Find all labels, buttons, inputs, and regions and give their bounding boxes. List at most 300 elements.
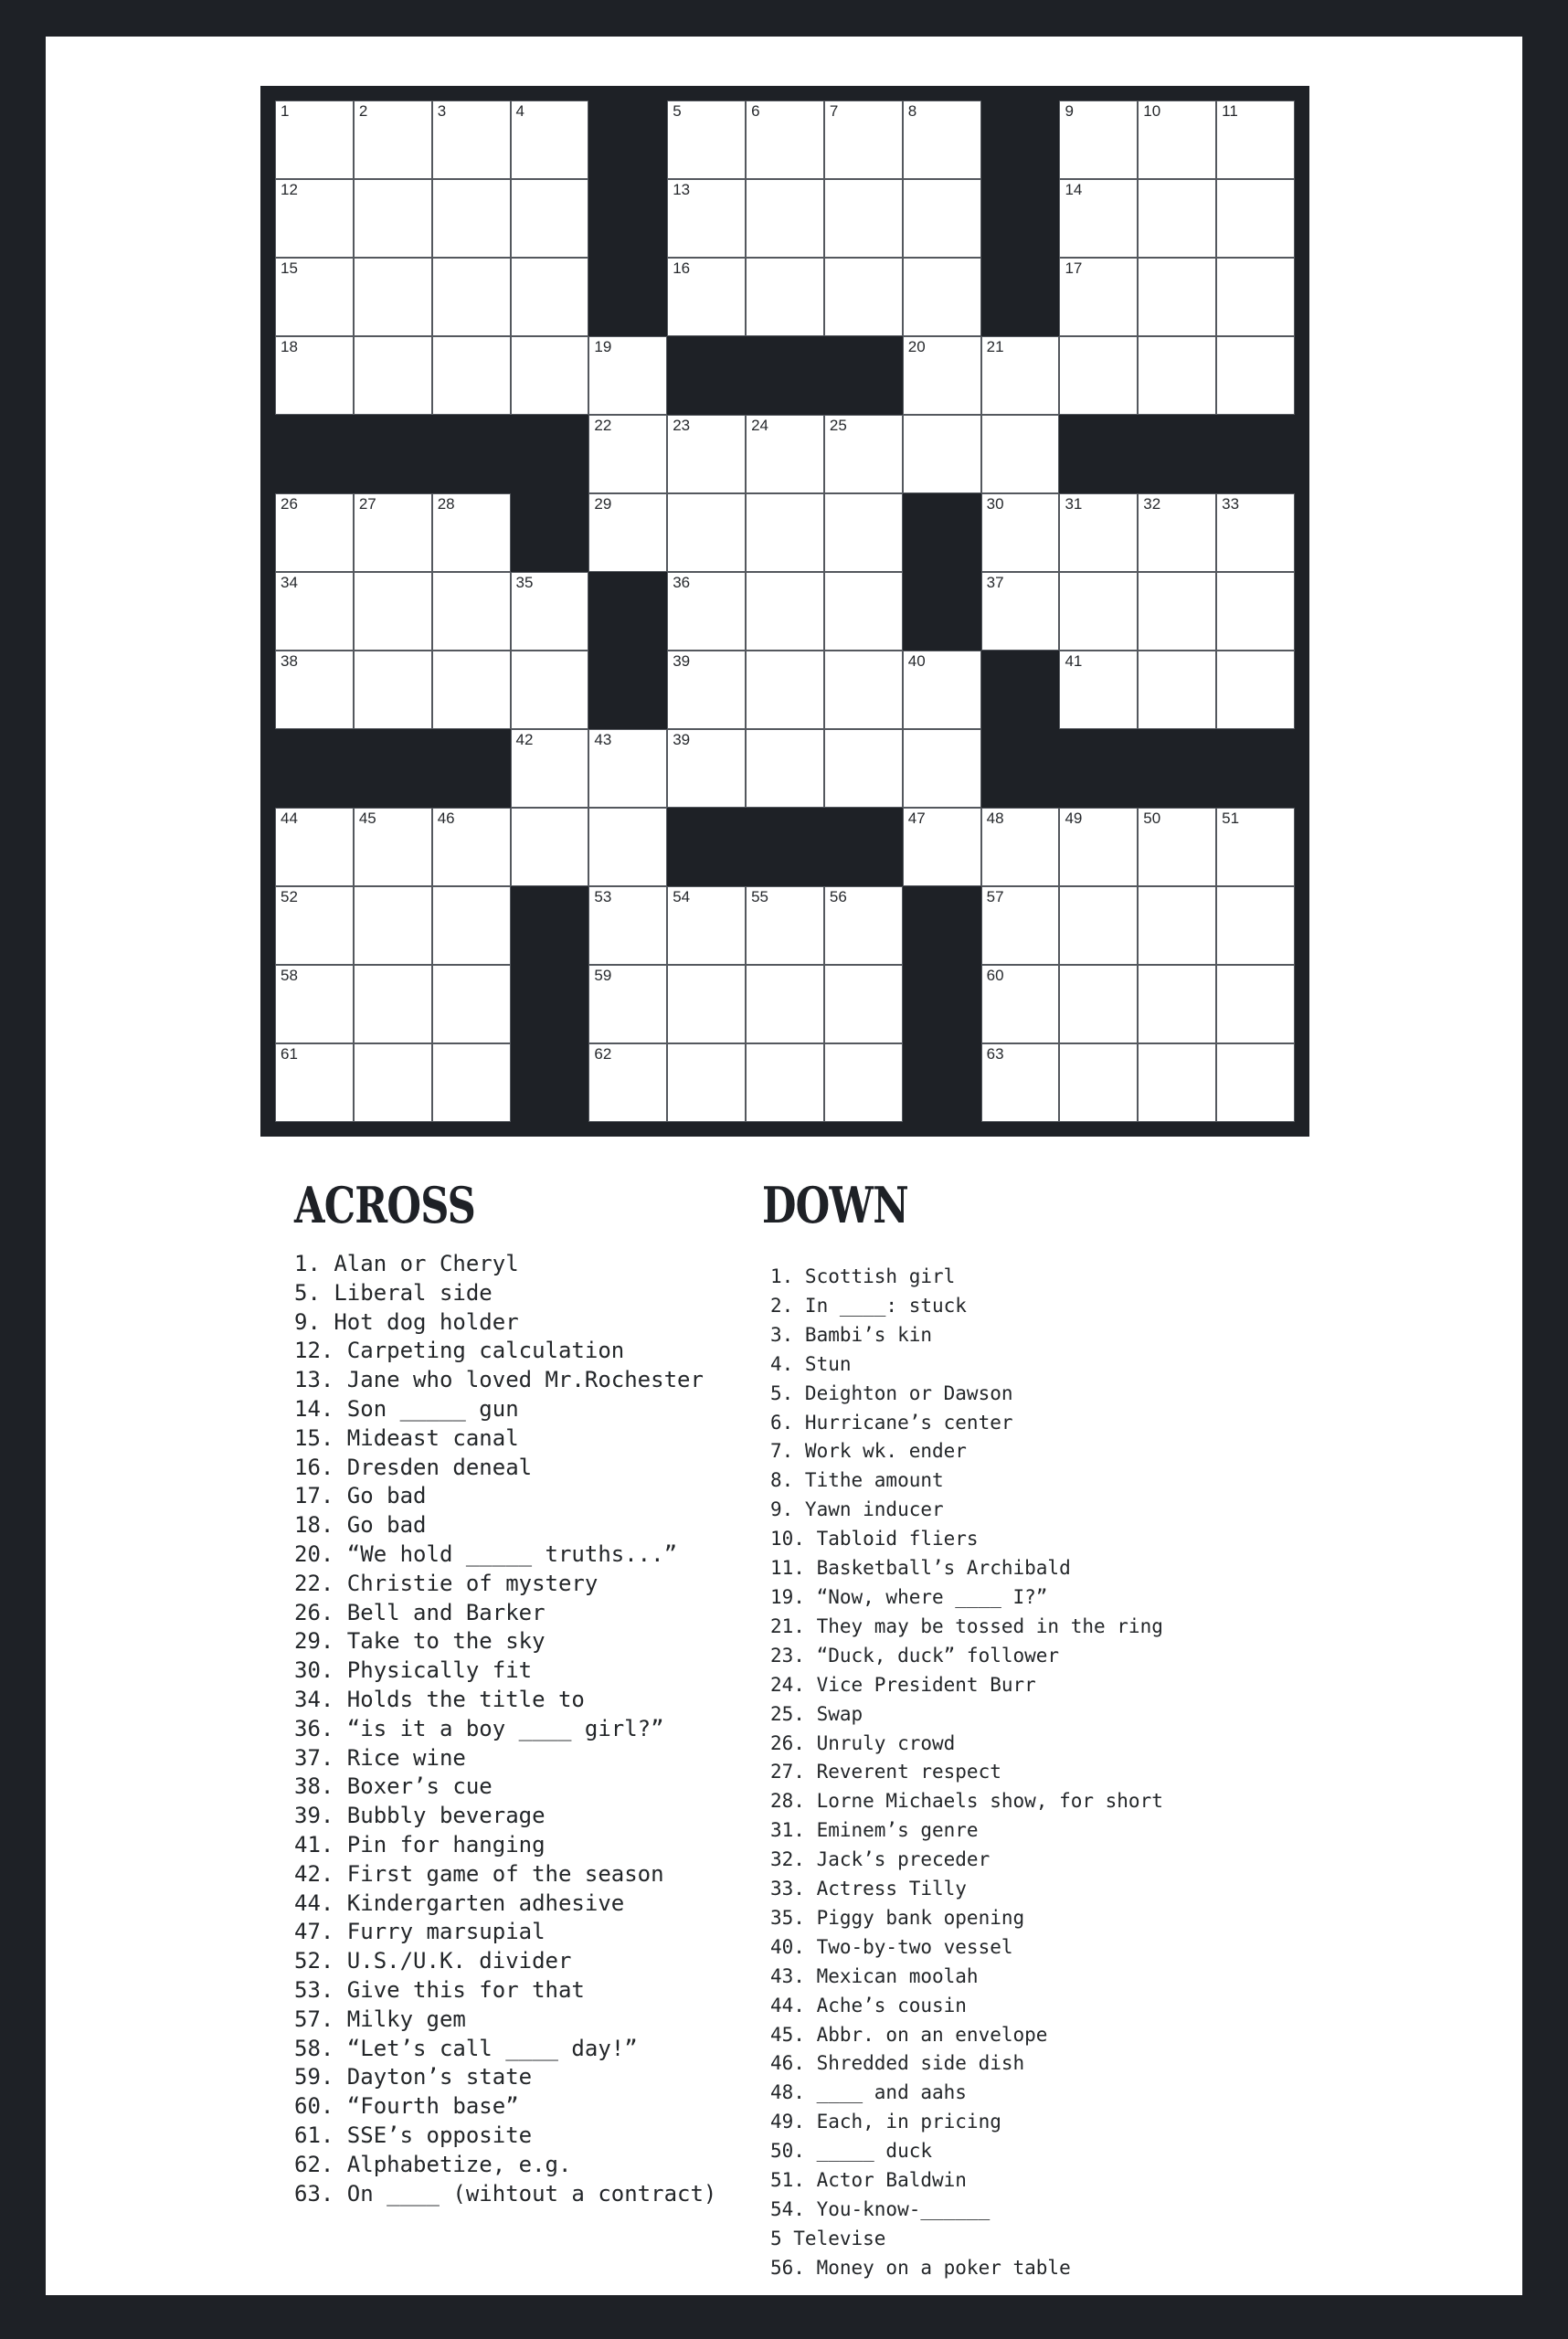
grid-cell[interactable] <box>432 258 511 336</box>
grid-cell[interactable] <box>1138 258 1216 336</box>
grid-cell[interactable] <box>746 1043 824 1122</box>
grid-cell[interactable] <box>1138 808 1216 886</box>
across-clue: 9. Hot dog holder <box>294 1308 519 1335</box>
black-cell <box>981 651 1060 729</box>
grid-cell[interactable] <box>432 965 511 1043</box>
grid-cell[interactable] <box>981 415 1060 493</box>
cell-number: 56 <box>829 888 847 905</box>
down-clue: 5. Deighton or Dawson <box>770 1381 1013 1404</box>
grid-cell[interactable] <box>746 179 824 258</box>
grid-cell[interactable] <box>588 965 667 1043</box>
across-clue: 38. Boxer’s cue <box>294 1773 493 1800</box>
down-clue: 25. Swap <box>770 1702 863 1725</box>
black-cell <box>981 101 1060 179</box>
across-clue: 57. Milky gem <box>294 2006 466 2032</box>
grid-cell[interactable] <box>354 1043 432 1122</box>
grid-cell[interactable] <box>903 808 981 886</box>
cell-number: 25 <box>829 417 847 434</box>
across-clue: 30. Physically fit <box>294 1657 533 1684</box>
cell-number: 20 <box>907 338 926 355</box>
grid-cell[interactable] <box>275 1043 354 1122</box>
grid-cell[interactable] <box>275 101 354 179</box>
cell-number: 61 <box>281 1045 298 1063</box>
grid-cell[interactable] <box>432 1043 511 1122</box>
cell-number: 59 <box>594 967 612 984</box>
grid-cell[interactable] <box>1216 651 1295 729</box>
grid-cell[interactable] <box>981 808 1060 886</box>
black-cell <box>511 493 589 572</box>
across-heading: ACROSS <box>294 1176 476 1234</box>
cell-number: 15 <box>281 259 298 277</box>
cell-number: 52 <box>281 888 298 905</box>
cell-number: 44 <box>281 810 298 827</box>
grid-cell[interactable] <box>354 651 432 729</box>
across-clue: 42. First game of the season <box>294 1860 664 1887</box>
cell-number: 9 <box>1065 102 1074 120</box>
down-clue: 31. Eminem’s genre <box>770 1819 979 1842</box>
black-cell <box>981 729 1060 808</box>
grid-cell[interactable] <box>432 179 511 258</box>
grid-cell[interactable] <box>1216 572 1295 651</box>
grid-cell[interactable] <box>275 651 354 729</box>
grid-cell[interactable] <box>1216 493 1295 572</box>
across-clue: 59. Dayton’s state <box>294 2064 533 2090</box>
down-clue: 43. Mexican moolah <box>770 1964 979 1987</box>
across-clue: 63. On ____ (wihtout a contract) <box>294 2180 717 2207</box>
grid-cell[interactable] <box>746 493 824 572</box>
cell-number: 34 <box>281 574 298 591</box>
grid-cell[interactable] <box>275 179 354 258</box>
grid-cell[interactable] <box>746 101 824 179</box>
cell-number: 37 <box>986 574 1004 591</box>
grid-cell[interactable] <box>1059 572 1138 651</box>
cell-number: 46 <box>437 810 455 827</box>
cell-number: 22 <box>594 417 612 434</box>
grid-cell[interactable] <box>1059 808 1138 886</box>
grid-cell[interactable] <box>824 572 903 651</box>
grid-cell[interactable] <box>511 808 589 886</box>
down-clue: 6. Hurricane’s center <box>770 1411 1013 1434</box>
grid-cell[interactable] <box>667 1043 746 1122</box>
down-clue: 26. Unruly crowd <box>770 1731 956 1754</box>
grid-cell[interactable] <box>1138 965 1216 1043</box>
grid-cell[interactable] <box>667 965 746 1043</box>
grid-cell[interactable] <box>1216 1043 1295 1122</box>
grid-cell[interactable] <box>275 886 354 965</box>
down-clue: 56. Money on a poker table <box>770 2256 1071 2279</box>
crossword-grid <box>275 101 1295 1122</box>
grid-cell[interactable] <box>824 886 903 965</box>
black-cell <box>511 1043 589 1122</box>
grid-cell[interactable] <box>1138 493 1216 572</box>
down-clue: 1. Scottish girl <box>770 1265 956 1287</box>
cell-number: 30 <box>986 495 1004 513</box>
across-clue: 36. “is it a boy ____ girl?” <box>294 1715 664 1741</box>
cell-number: 12 <box>281 181 298 198</box>
grid-cell[interactable] <box>667 886 746 965</box>
grid-cell[interactable] <box>275 808 354 886</box>
cell-number: 5 <box>673 102 682 120</box>
black-cell <box>981 258 1060 336</box>
cell-number: 63 <box>986 1045 1004 1063</box>
cell-number: 48 <box>986 810 1004 827</box>
grid-cell[interactable] <box>354 886 432 965</box>
crossword-grid-frame <box>260 86 1309 1137</box>
grid-cell[interactable] <box>824 493 903 572</box>
grid-cell[interactable] <box>1216 808 1295 886</box>
grid-cell[interactable] <box>275 493 354 572</box>
grid-cell[interactable] <box>981 965 1060 1043</box>
grid-cell[interactable] <box>1059 493 1138 572</box>
grid-cell[interactable] <box>981 493 1060 572</box>
grid-cell[interactable] <box>981 572 1060 651</box>
cell-number: 24 <box>751 417 768 434</box>
cell-number: 35 <box>515 574 534 591</box>
grid-cell[interactable] <box>354 336 432 415</box>
grid-cell[interactable] <box>1138 886 1216 965</box>
across-clue: 5. Liberal side <box>294 1279 493 1306</box>
grid-cell[interactable] <box>667 101 746 179</box>
grid-cell[interactable] <box>746 886 824 965</box>
grid-cell[interactable] <box>981 886 1060 965</box>
down-clue: 2. In ____: stuck <box>770 1294 967 1317</box>
cell-number: 40 <box>907 652 926 670</box>
grid-cell[interactable] <box>746 415 824 493</box>
grid-cell[interactable] <box>1138 101 1216 179</box>
black-cell <box>588 258 667 336</box>
grid-cell[interactable] <box>432 101 511 179</box>
grid-cell[interactable] <box>275 572 354 651</box>
down-clue: 48. ____ and aahs <box>770 2081 967 2104</box>
down-clue: 21. They may be tossed in the ring <box>770 1614 1163 1637</box>
grid-cell[interactable] <box>824 729 903 808</box>
grid-cell[interactable] <box>746 965 824 1043</box>
grid-cell[interactable] <box>746 651 824 729</box>
grid-cell[interactable] <box>903 415 981 493</box>
grid-cell[interactable] <box>667 258 746 336</box>
grid-cell[interactable] <box>1216 336 1295 415</box>
down-clue: 19. “Now, where ____ I?” <box>770 1585 1048 1608</box>
cell-number: 54 <box>673 888 691 905</box>
cell-number: 2 <box>358 102 368 120</box>
grid-cell[interactable] <box>588 808 667 886</box>
down-clue: 27. Reverent respect <box>770 1761 1001 1783</box>
black-cell <box>1216 415 1295 493</box>
cell-number: 4 <box>515 102 524 120</box>
across-clue: 47. Furry marsupial <box>294 1919 546 1945</box>
black-cell <box>824 808 903 886</box>
cell-number: 41 <box>1065 652 1083 670</box>
across-clue: 60. “Fourth base” <box>294 2093 519 2120</box>
cell-number: 23 <box>673 417 691 434</box>
cell-number: 32 <box>1143 495 1161 513</box>
down-clue: 7. Work wk. ender <box>770 1440 967 1463</box>
cell-number: 10 <box>1143 102 1161 120</box>
across-clue: 34. Holds the title to <box>294 1686 585 1712</box>
grid-cell[interactable] <box>354 179 432 258</box>
grid-cell[interactable] <box>824 101 903 179</box>
down-clue: 33. Actress Tilly <box>770 1878 967 1900</box>
black-cell <box>1059 729 1138 808</box>
cell-number: 29 <box>594 495 612 513</box>
down-clue: 50. _____ duck <box>770 2140 933 2163</box>
across-clue: 44. Kindergarten adhesive <box>294 1889 625 1916</box>
grid-cell[interactable] <box>1138 179 1216 258</box>
cell-number: 8 <box>907 102 917 120</box>
grid-cell[interactable] <box>432 886 511 965</box>
black-cell <box>667 336 746 415</box>
grid-cell[interactable] <box>511 651 589 729</box>
down-clue: 45. Abbr. on an envelope <box>770 2023 1048 2046</box>
grid-cell[interactable] <box>588 729 667 808</box>
black-cell <box>1138 729 1216 808</box>
black-cell <box>1059 415 1138 493</box>
down-clue: 49. Each, in pricing <box>770 2111 1001 2133</box>
down-clue: 44. Ache’s cousin <box>770 1994 967 2016</box>
grid-cell[interactable] <box>511 258 589 336</box>
across-clue: 53. Give this for that <box>294 1976 585 2003</box>
grid-cell[interactable] <box>981 1043 1060 1122</box>
grid-cell[interactable] <box>746 258 824 336</box>
black-cell <box>746 336 824 415</box>
cell-number: 1 <box>281 102 290 120</box>
cell-number: 38 <box>281 652 298 670</box>
cell-number: 45 <box>358 810 376 827</box>
cell-number: 39 <box>673 652 691 670</box>
across-clue: 16. Dresden deneal <box>294 1454 533 1480</box>
across-clue: 61. SSE’s opposite <box>294 2122 533 2148</box>
cell-number: 19 <box>594 338 612 355</box>
grid-cell[interactable] <box>1059 886 1138 965</box>
down-clue: 5 Televise <box>770 2227 886 2249</box>
grid-cell[interactable] <box>667 493 746 572</box>
black-cell <box>588 179 667 258</box>
across-clue: 20. “We hold _____ truths...” <box>294 1540 678 1567</box>
grid-cell[interactable] <box>903 179 981 258</box>
grid-cell[interactable] <box>1138 1043 1216 1122</box>
grid-cell[interactable] <box>354 572 432 651</box>
grid-cell[interactable] <box>511 101 589 179</box>
grid-cell[interactable] <box>667 651 746 729</box>
cell-number: 49 <box>1065 810 1083 827</box>
grid-cell[interactable] <box>432 493 511 572</box>
down-clue: 23. “Duck, duck” follower <box>770 1644 1060 1667</box>
down-clue: 46. Shredded side dish <box>770 2052 1025 2075</box>
cell-number: 13 <box>673 181 691 198</box>
down-clue: 8. Tithe amount <box>770 1469 944 1492</box>
cell-number: 3 <box>437 102 447 120</box>
cell-number: 50 <box>1143 810 1161 827</box>
across-clue: 12. Carpeting calculation <box>294 1338 625 1364</box>
cell-number: 57 <box>986 888 1004 905</box>
grid-cell[interactable] <box>903 729 981 808</box>
black-cell <box>511 965 589 1043</box>
black-cell <box>588 572 667 651</box>
black-cell <box>354 729 432 808</box>
across-clue: 22. Christie of mystery <box>294 1570 599 1596</box>
grid-cell[interactable] <box>588 1043 667 1122</box>
black-cell <box>903 572 981 651</box>
black-cell <box>981 179 1060 258</box>
black-cell <box>903 1043 981 1122</box>
grid-cell[interactable] <box>903 101 981 179</box>
grid-cell[interactable] <box>824 1043 903 1122</box>
grid-cell[interactable] <box>667 729 746 808</box>
black-cell <box>903 965 981 1043</box>
grid-cell[interactable] <box>432 336 511 415</box>
grid-cell[interactable] <box>1059 965 1138 1043</box>
grid-cell[interactable] <box>1216 965 1295 1043</box>
black-cell <box>1138 415 1216 493</box>
grid-cell[interactable] <box>588 886 667 965</box>
down-clue: 4. Stun <box>770 1352 852 1375</box>
grid-cell[interactable] <box>1138 572 1216 651</box>
grid-cell[interactable] <box>824 415 903 493</box>
grid-cell[interactable] <box>1138 651 1216 729</box>
grid-cell[interactable] <box>354 101 432 179</box>
across-clue: 41. Pin for hanging <box>294 1831 546 1857</box>
grid-cell[interactable] <box>432 808 511 886</box>
cell-number: 6 <box>751 102 760 120</box>
black-cell <box>1216 729 1295 808</box>
cell-number: 62 <box>594 1045 612 1063</box>
across-clue: 14. Son _____ gun <box>294 1395 519 1422</box>
cell-number: 14 <box>1065 181 1083 198</box>
grid-cell[interactable] <box>1216 258 1295 336</box>
across-clue: 17. Go bad <box>294 1483 427 1509</box>
black-cell <box>511 415 589 493</box>
cell-number: 39 <box>673 731 691 748</box>
grid-cell[interactable] <box>1216 101 1295 179</box>
cell-number: 27 <box>358 495 376 513</box>
down-clue: 35. Piggy bank opening <box>770 1906 1025 1929</box>
grid-cell[interactable] <box>1138 336 1216 415</box>
cell-number: 47 <box>907 810 926 827</box>
grid-cell[interactable] <box>588 415 667 493</box>
grid-cell[interactable] <box>275 336 354 415</box>
grid-cell[interactable] <box>903 258 981 336</box>
grid-cell[interactable] <box>354 808 432 886</box>
grid-cell[interactable] <box>1059 258 1138 336</box>
across-clue: 18. Go bad <box>294 1512 427 1539</box>
cell-number: 55 <box>751 888 768 905</box>
down-clue: 54. You-know-______ <box>770 2198 991 2220</box>
black-cell <box>432 415 511 493</box>
across-clue: 62. Alphabetize, e.g. <box>294 2151 572 2177</box>
black-cell <box>588 651 667 729</box>
down-clue: 28. Lorne Michaels show, for short <box>770 1790 1163 1813</box>
down-clue: 40. Two-by-two vessel <box>770 1935 1013 1958</box>
grid-cell[interactable] <box>824 965 903 1043</box>
cell-number: 60 <box>986 967 1004 984</box>
grid-cell[interactable] <box>432 572 511 651</box>
grid-cell[interactable] <box>354 493 432 572</box>
grid-cell[interactable] <box>903 336 981 415</box>
across-clue: 26. Bell and Barker <box>294 1599 546 1625</box>
grid-cell[interactable] <box>354 965 432 1043</box>
across-clue: 15. Mideast canal <box>294 1424 519 1451</box>
grid-cell[interactable] <box>511 572 589 651</box>
grid-cell[interactable] <box>1059 179 1138 258</box>
grid-cell[interactable] <box>746 729 824 808</box>
grid-cell[interactable] <box>511 179 589 258</box>
grid-cell[interactable] <box>667 572 746 651</box>
grid-cell[interactable] <box>588 493 667 572</box>
down-clue: 24. Vice President Burr <box>770 1673 1036 1696</box>
grid-cell[interactable] <box>354 258 432 336</box>
down-clue: 10. Tabloid fliers <box>770 1528 979 1551</box>
black-cell <box>903 886 981 965</box>
down-clue: 9. Yawn inducer <box>770 1498 944 1521</box>
grid-cell[interactable] <box>981 336 1060 415</box>
down-clue: 51. Actor Baldwin <box>770 2169 967 2192</box>
grid-cell[interactable] <box>1059 1043 1138 1122</box>
cell-number: 26 <box>281 495 298 513</box>
grid-cell[interactable] <box>667 415 746 493</box>
grid-cell[interactable] <box>1216 179 1295 258</box>
cell-number: 53 <box>594 888 612 905</box>
grid-cell[interactable] <box>824 651 903 729</box>
cell-number: 7 <box>829 102 839 120</box>
across-clue: 1. Alan or Cheryl <box>294 1251 519 1276</box>
across-clue: 29. Take to the sky <box>294 1628 546 1655</box>
black-cell <box>432 729 511 808</box>
across-clue: 37. Rice wine <box>294 1744 466 1771</box>
across-clue-list <box>294 1250 716 2208</box>
black-cell <box>903 493 981 572</box>
grid-cell[interactable] <box>588 336 667 415</box>
grid-cell[interactable] <box>511 729 589 808</box>
grid-cell[interactable] <box>746 572 824 651</box>
grid-cell[interactable] <box>667 179 746 258</box>
grid-cell[interactable] <box>824 258 903 336</box>
black-cell <box>275 729 354 808</box>
black-cell <box>746 808 824 886</box>
black-cell <box>275 415 354 493</box>
down-clue-list <box>770 1263 1163 2283</box>
across-clue: 58. “Let’s call ____ day!” <box>294 2035 638 2061</box>
grid-cell[interactable] <box>275 258 354 336</box>
grid-cell[interactable] <box>1059 651 1138 729</box>
black-cell <box>824 336 903 415</box>
down-clue: 11. Basketball’s Archibald <box>770 1557 1071 1580</box>
across-clue: 13. Jane who loved Mr.Rochester <box>294 1367 704 1393</box>
down-clue: 32. Jack’s preceder <box>770 1848 991 1871</box>
grid-cell[interactable] <box>511 336 589 415</box>
grid-cell[interactable] <box>432 651 511 729</box>
across-clue: 52. U.S./U.K. divider <box>294 1948 572 1974</box>
cell-number: 58 <box>281 967 298 984</box>
cell-number: 33 <box>1222 495 1240 513</box>
cell-number: 18 <box>281 338 298 355</box>
black-cell <box>588 101 667 179</box>
across-clue: 39. Bubbly beverage <box>294 1803 546 1829</box>
grid-cell[interactable] <box>903 651 981 729</box>
grid-cell[interactable] <box>1216 886 1295 965</box>
grid-cell[interactable] <box>1059 101 1138 179</box>
grid-cell[interactable] <box>824 179 903 258</box>
black-cell <box>354 415 432 493</box>
black-cell <box>667 808 746 886</box>
cell-number: 42 <box>515 731 534 748</box>
black-cell <box>511 886 589 965</box>
cell-number: 31 <box>1065 495 1083 513</box>
down-clue: 3. Bambi’s kin <box>770 1323 933 1346</box>
grid-cell[interactable] <box>1059 336 1138 415</box>
grid-cell[interactable] <box>275 965 354 1043</box>
cell-number: 28 <box>437 495 455 513</box>
cell-number: 51 <box>1222 810 1240 827</box>
